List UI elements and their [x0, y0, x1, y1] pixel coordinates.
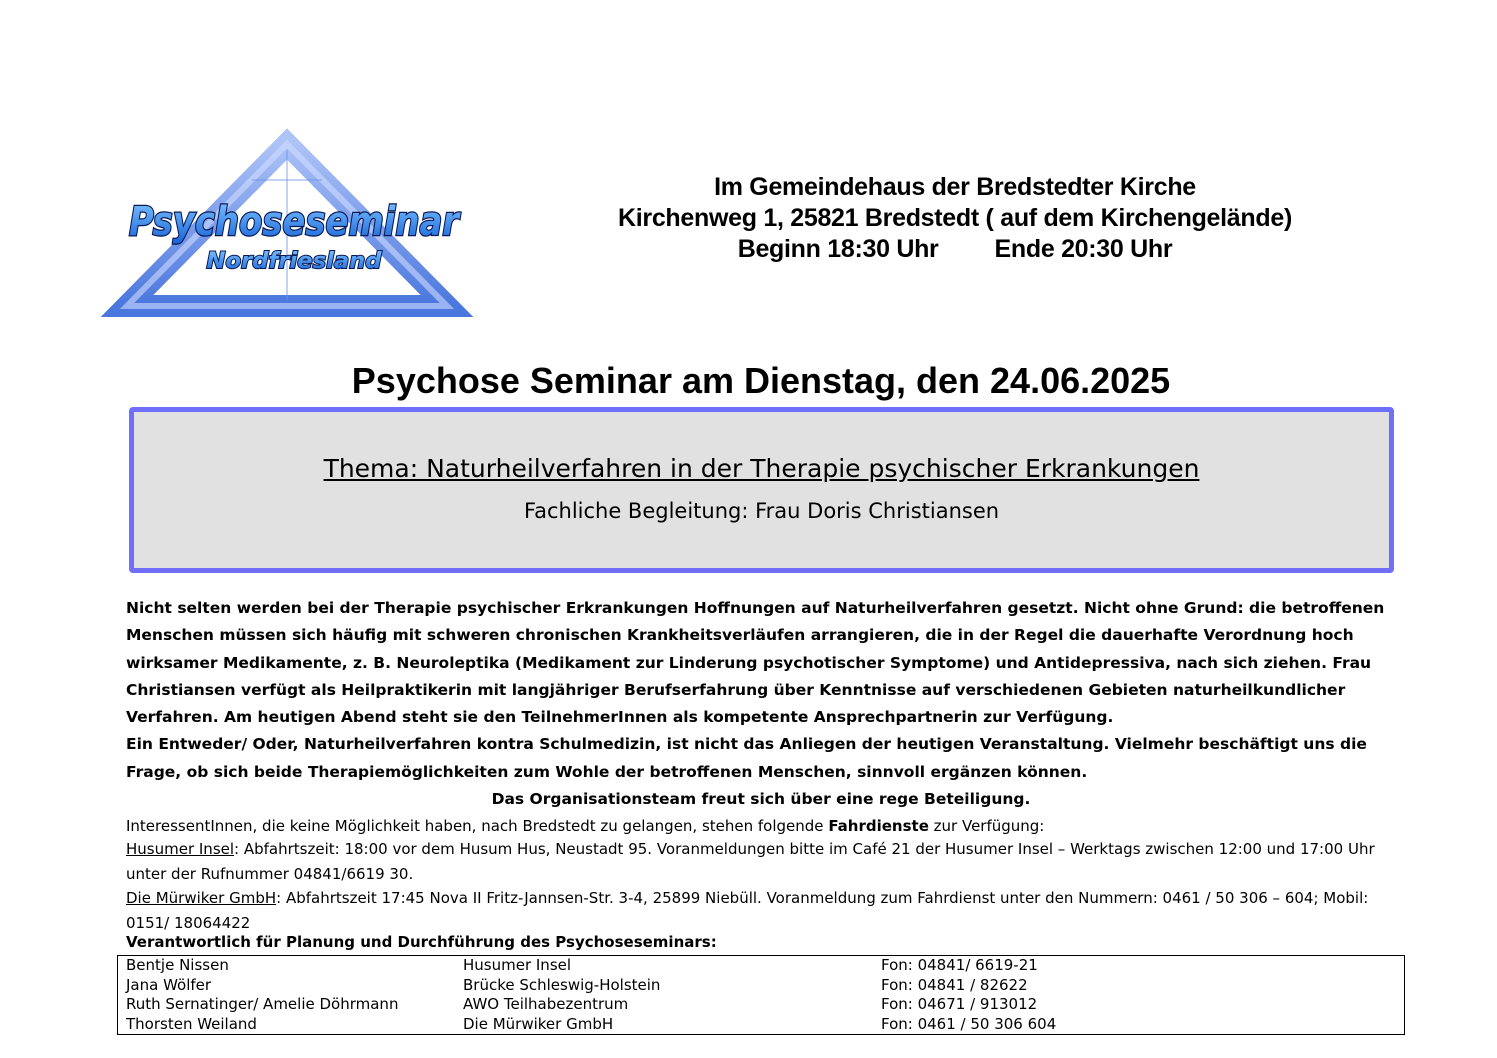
transport-service-1 — [126, 837, 1396, 886]
team-member-phone: Fon: 04841/ 6619-21 — [881, 956, 1038, 974]
team-member-org: Die Mürwiker GmbH — [463, 1014, 614, 1033]
service-1-name: Husumer Insel — [126, 840, 235, 858]
venue-block — [520, 172, 1390, 265]
table-row — [118, 976, 1404, 996]
logo — [122, 140, 467, 308]
table-row — [118, 1015, 1404, 1035]
team-member-org: Brücke Schleswig-Holstein — [463, 975, 661, 994]
venue-times — [520, 234, 1390, 265]
mentor-line: Fachliche Begleitung: Frau Doris Christiansen — [523, 499, 1000, 523]
begin-time: Beginn 18:30 Uhr — [737, 235, 939, 263]
transport-intro-text: InteressentInnen, die keine Möglichkeit haben, nach Bredstedt zu gelangen, stehen folgende — [126, 817, 829, 835]
team-heading: Verantwortlich für Planung und Durchführung des Psychoseseminars: — [126, 933, 717, 951]
theme-box — [129, 407, 1394, 573]
table-row — [118, 995, 1404, 1015]
closing-line: Das Organisationsteam freut sich über eine rege Beteiligung. — [491, 790, 1031, 809]
service-2-name: Die Mürwiker GmbH — [126, 889, 277, 907]
team-member-phone: Fon: 04671 / 913012 — [881, 995, 1038, 1013]
end-time: Ende 20:30 Uhr — [994, 235, 1173, 263]
venue-line2: Kirchenweg 1, 25821 Bredstedt ( auf dem Kirchengelände) — [618, 204, 1292, 232]
team-member-name: Ruth Sernatinger/ Amelie Döhrmann — [126, 995, 399, 1013]
theme-heading: Thema: Naturheilverfahren in der Therapie psychischer Erkrankungen — [323, 454, 1200, 483]
logo-line2: Nordfriesland — [206, 249, 382, 274]
description — [126, 595, 1396, 813]
transport-intro-end: zur Verfügung: — [928, 817, 1045, 835]
venue-line1: Im Gemeindehaus der Bredstedter Kirche — [714, 173, 1196, 201]
service-1-text: : Abfahrtszeit: 18:00 vor dem Husum Hus, Neustadt 95. Voranmeldungen bitte im Café 21 der Husumer Insel – Werktags zwischen 12:00 und 17:00 Uhr unter der Rufnummer 04841/6619 30. — [126, 840, 1375, 883]
team-table — [117, 955, 1405, 1035]
team-member-name: Jana Wölfer — [126, 975, 212, 994]
team-member-name: Bentje Nissen — [126, 956, 229, 974]
paragraph-1: Nicht selten werden bei der Therapie psychischer Erkrankungen Hoffnungen auf Naturheilverfahren gesetzt. Nicht ohne Grund: die betroffenen Menschen müssen sich häufig mit schweren chronischen Krankheitsverläufen arrangieren, die in der Regel die dauerhafte Verordnung hoch wirksamer Medikamente, z. B. Neuroleptika (Medikament zur Linderung psychotischer Symptome) und Antidepressiva, nach sich ziehen. Frau Christiansen verfügt als Heilpraktikerin mit langjähriger Berufserfahrung über Kenntnisse auf verschiedenen Gebieten naturheilkundlicher Verfahren. Am heutigen Abend steht sie den TeilnehmerInnen als kompetente Ansprechpartnerin zur Verfügung. — [126, 599, 1385, 727]
transport-intro-bold: Fahrdienste — [828, 817, 929, 835]
team-member-org: AWO Teilhabezentrum — [463, 995, 629, 1013]
service-2-text: : Abfahrtszeit 17:45 Nova II Fritz-Jannsen-Str. 3-4, 25899 Niebüll. Voranmeldung zum Fahrdienst unter den Nummern: 0461 / 50 306 – 604; Mobil: 0151/ 18064422 — [126, 889, 1369, 932]
logo-line1: Psychoseseminar — [129, 199, 461, 245]
team-member-phone: Fon: 04841 / 82622 — [881, 975, 1028, 994]
table-row — [118, 956, 1404, 976]
transport-service-2 — [126, 886, 1396, 935]
team-member-name: Thorsten Weiland — [126, 1014, 257, 1033]
paragraph-2: Ein Entweder/ Oder, Naturheilverfahren kontra Schulmedizin, ist nicht das Anliegen der heutigen Veranstaltung. Vielmehr beschäftigt uns die Frage, ob sich beide Therapiemöglichkeiten zum Wohle der betroffenen Menschen, sinnvoll ergänzen können. — [126, 735, 1367, 781]
logo-graphic — [122, 140, 467, 308]
page-title: Psychose Seminar am Dienstag, den 24.06.2025 — [351, 360, 1171, 401]
team-member-phone: Fon: 0461 / 50 306 604 — [881, 1014, 1057, 1033]
transport-intro — [126, 814, 1396, 839]
team-member-org: Husumer Insel — [463, 956, 572, 974]
